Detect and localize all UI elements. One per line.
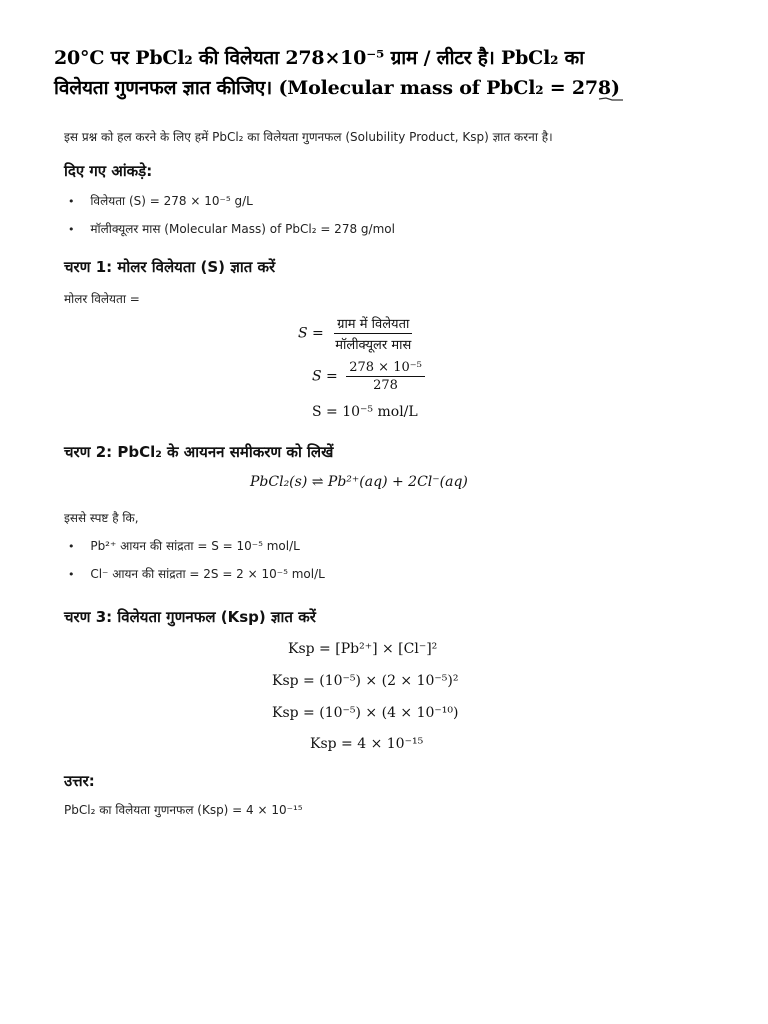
pb-ion-concentration bbox=[68, 537, 300, 554]
eq2-lhs: S = bbox=[312, 368, 338, 385]
eq1-denominator: मॉलीक्यूलर मास bbox=[335, 338, 412, 353]
eq1-lhs: S = bbox=[298, 325, 324, 342]
bullet-icon: • bbox=[68, 195, 75, 208]
step1-equation-2 bbox=[312, 360, 425, 393]
step1-heading: चरण 1: मोलर विलेयता (S) ज्ञात करें bbox=[64, 258, 276, 276]
eq1-numerator: ग्राम में विलेयता bbox=[334, 314, 412, 334]
eq1-fraction bbox=[332, 314, 414, 353]
ksp-equation-3: Ksp = (10⁻⁵) × (4 × 10⁻¹⁰) bbox=[272, 705, 459, 721]
eq2-denominator: 278 bbox=[373, 378, 398, 393]
step1-equation-3: S = 10⁻⁵ mol/L bbox=[312, 404, 418, 420]
answer-text: PbCl₂ का विलेयता गुणनफल (Ksp) = 4 × 10⁻¹⁵ bbox=[64, 803, 303, 817]
bullet-icon: • bbox=[68, 540, 75, 553]
given-item-molar-mass-text: मॉलीक्यूलर मास (Molecular Mass) of PbCl₂ = 278 g/mol bbox=[90, 222, 395, 236]
given-item-solubility-text: विलेयता (S) = 278 × 10⁻⁵ g/L bbox=[90, 194, 253, 208]
ksp-equation-4: Ksp = 4 × 10⁻¹⁵ bbox=[310, 736, 424, 752]
step1-equation-1 bbox=[298, 314, 414, 353]
pb-ion-concentration-text: Pb²⁺ आयन की सांद्रता = S = 10⁻⁵ mol/L bbox=[90, 539, 300, 553]
ionization-equation: PbCl₂(s) ⇌ Pb²⁺(aq) + 2Cl⁻(aq) bbox=[250, 474, 468, 490]
step3-heading: चरण 3: विलेयता गुणनफल (Ksp) ज्ञात करें bbox=[64, 608, 316, 626]
intro-text: इस प्रश्न को हल करने के लिए हमें PbCl₂ का विलेयता गुणनफल (Solubility Product, Ksp) ज्ञात करना है। bbox=[64, 130, 553, 144]
question-line-2: विलेयता गुणनफल ज्ञात कीजिए। (Molecular mass of PbCl₂ = 278) bbox=[54, 77, 620, 99]
bullet-icon: • bbox=[68, 568, 75, 581]
ksp-equation-2: Ksp = (10⁻⁵) × (2 × 10⁻⁵)² bbox=[272, 673, 459, 689]
bullet-icon: • bbox=[68, 223, 75, 236]
question-line-1: 20°C पर PbCl₂ की विलेयता 278×10⁻⁵ ग्राम / लीटर है। PbCl₂ का bbox=[54, 47, 584, 69]
step2-heading: चरण 2: PbCl₂ के आयनन समीकरण को लिखें bbox=[64, 443, 334, 461]
given-heading: दिए गए आंकड़े: bbox=[64, 162, 153, 180]
given-item-solubility bbox=[68, 192, 253, 209]
ksp-equation-1: Ksp = [Pb²⁺] × [Cl⁻]² bbox=[288, 641, 438, 657]
molar-solubility-label: मोलर विलेयता = bbox=[64, 292, 140, 306]
eq2-numerator: 278 × 10⁻⁵ bbox=[346, 360, 425, 377]
cl-ion-concentration-text: Cl⁻ आयन की सांद्रता = 2S = 2 × 10⁻⁵ mol/L bbox=[90, 567, 325, 581]
pen-mark-icon bbox=[598, 96, 624, 102]
cl-ion-concentration bbox=[68, 565, 325, 582]
answer-heading: उत्तर: bbox=[64, 772, 95, 790]
step2-clear-text: इससे स्पष्ट है कि, bbox=[64, 511, 139, 525]
eq2-fraction bbox=[346, 360, 425, 393]
given-item-molar-mass bbox=[68, 220, 395, 237]
